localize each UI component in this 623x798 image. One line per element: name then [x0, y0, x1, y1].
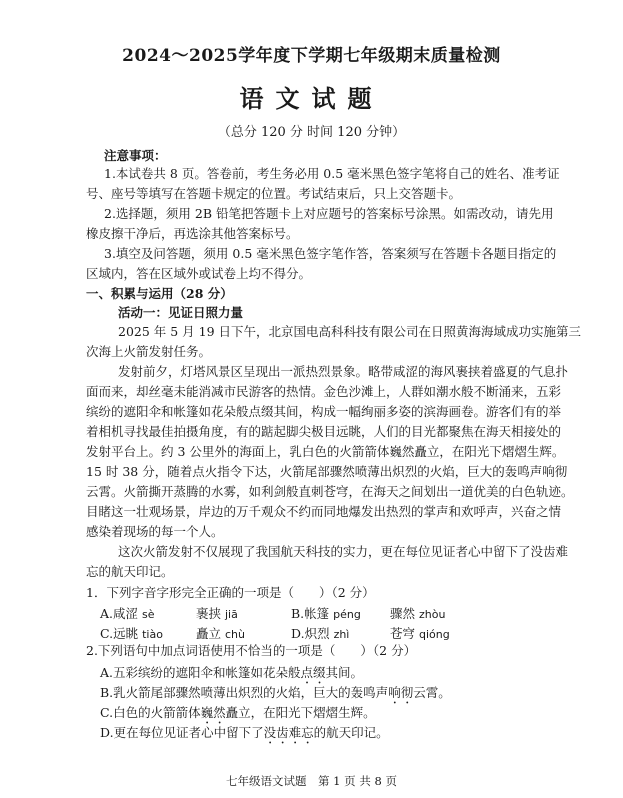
notice-line: 3.填空及问答题，须用 0.5 毫米黑色签字笔作答，答案须写在答题卡各题目指定的	[104, 246, 557, 261]
option-label: A.	[100, 606, 114, 621]
q2-option-d	[100, 723, 389, 747]
page-footer: 七年级语文试题 第 1 页 共 8 页	[226, 774, 397, 788]
option-pinyin: tiào	[142, 628, 163, 641]
notice-line: 区域内，答在区域外或试卷上均不得分。	[86, 266, 312, 281]
passage-line: 目睹这一壮观场景，岸边的万千观众不约而同地爆发出热烈的掌声和欢呼声，兴奋之情	[86, 504, 562, 519]
option-label: B.	[291, 606, 305, 621]
passage-line: 这次火箭发射不仅展现了我国航天科技的实力，更在每位见证者心中留下了没齿难	[118, 544, 569, 559]
option-word: 矗立	[196, 626, 222, 641]
question-2-stem: 2.下列语句中加点词语使用不恰当的一项是（ ）（2 分）	[86, 643, 417, 658]
q1-option-d	[291, 624, 349, 642]
q1-option-b	[291, 604, 361, 622]
option-word: 远眺	[113, 626, 139, 641]
option-text: 乳火箭尾部骤然喷薄出炽烈的火焰，巨大的轰鸣声	[113, 685, 389, 700]
passage-line: 感染着现场的每一个人。	[86, 524, 224, 539]
section-heading: 一、积累与运用（28 分）	[86, 286, 233, 301]
option-pinyin: zhòu	[419, 608, 446, 621]
passage-line: 着相机寻找最佳拍摄角度，有的踮起脚尖极目远眺，人们的目光都聚焦在海天相接处的	[86, 424, 562, 439]
option-label: C.	[100, 705, 114, 720]
passage-line: 缤纷的遮阳伞和帐篷如花朵般点缀其间，构成一幅绚丽多姿的滨海画卷。游客们有的举	[86, 404, 562, 419]
notice-line: 橡皮擦干净后，再选涂其他答案标号。	[86, 226, 299, 241]
q1-option-a-word2	[196, 604, 238, 622]
q1-option-a	[100, 604, 155, 622]
option-word: 骤然	[390, 606, 416, 621]
option-label: C.	[100, 626, 114, 641]
subject-title: 语文试题	[239, 84, 384, 113]
passage-line: 忘的航天印记。	[86, 564, 174, 579]
option-word: 咸涩	[113, 606, 139, 621]
score-time: （总分 120 分 时间 120 分钟）	[217, 125, 406, 140]
option-pinyin: qióng	[419, 628, 450, 641]
option-text: 五彩缤纷的遮阳伞和帐篷如花朵般	[113, 665, 301, 680]
option-pinyin: péng	[333, 608, 361, 621]
option-word: 炽烈	[304, 626, 330, 641]
passage-line: 面而来，却丝毫未能消减市民游客的热情。金色沙滩上，人群如潮水般不断涌来，五彩	[86, 384, 562, 399]
option-text: 的航天印记。	[313, 725, 389, 740]
option-word: 苍穹	[390, 626, 416, 641]
option-pinyin: chù	[225, 628, 245, 641]
dotted-word: 点缀	[300, 665, 326, 680]
option-label: D.	[291, 626, 305, 641]
q1-option-b-word2	[390, 604, 445, 622]
option-label: D.	[100, 725, 114, 740]
notice-heading: 注意事项：	[104, 148, 167, 163]
option-pinyin: zhì	[333, 628, 350, 641]
dotted-word: 没齿难忘	[263, 725, 314, 740]
notice-line: 号、座号等填写在答题卡规定的位置。考试结束后，只上交答题卡。	[86, 186, 462, 201]
question-1-stem: 1．下列字音字形完全正确的一项是（ ）（2 分）	[86, 585, 375, 600]
option-pinyin: sè	[142, 608, 155, 621]
option-label: A.	[100, 665, 114, 680]
q1-option-c	[100, 624, 163, 642]
passage-line: 2025 年 5 月 19 日下午，北京国电高科科技有限公司在日照黄海海域成功实施第三	[118, 324, 582, 339]
passage-line: 15 时 38 分，随着点火指令下达，火箭尾部骤然喷薄出炽烈的火焰，巨大的轰鸣声响彻	[86, 464, 568, 479]
passage-line: 发射前夕，灯塔风景区呈现出一派热烈景象。略带咸涩的海风裹挟着盛夏的气息扑	[118, 364, 569, 379]
option-label: B.	[100, 685, 114, 700]
option-word: 帐篷	[304, 606, 330, 621]
option-pinyin: jiā	[225, 608, 238, 621]
option-text: 云霄。	[413, 685, 451, 700]
dotted-word: 巍然	[200, 705, 226, 720]
option-text: 矗立，在阳光下熠熠生辉。	[225, 705, 376, 720]
q1-option-d-word2	[390, 624, 450, 642]
option-text: 白色的火箭箭体	[113, 705, 201, 720]
dotted-word: 响彻	[388, 685, 414, 700]
passage-line: 云霄。火箭撕开蒸腾的水雾，如利剑般直刺苍穹，在海天之间划出一道优美的白色轨迹。	[86, 484, 574, 499]
passage-line: 次海上火箭发射任务。	[86, 344, 212, 359]
option-text: 其间。	[325, 665, 364, 680]
notice-line: 2.选择题，须用 2B 铅笔把答题卡上对应题号的答案标号涂黑。如需改动，请先用	[104, 206, 554, 221]
notice-line: 1.本试卷共 8 页。答卷前，考生务必用 0.5 毫米黑色签字笔将自己的姓名、准考证	[104, 166, 560, 181]
activity-heading: 活动一：见证日照力量	[118, 305, 244, 320]
exam-title: 2024～2025学年度下学期七年级期末质量检测	[122, 46, 501, 66]
passage-line: 发射平台上。约 3 公里外的海面上，乳白色的火箭箭体巍然矗立，在阳光下熠熠生辉。	[86, 444, 565, 459]
option-text: 更在每位见证者心中留下了	[113, 725, 264, 740]
option-word: 裹挟	[196, 606, 222, 621]
q1-option-c-word2	[196, 624, 245, 642]
